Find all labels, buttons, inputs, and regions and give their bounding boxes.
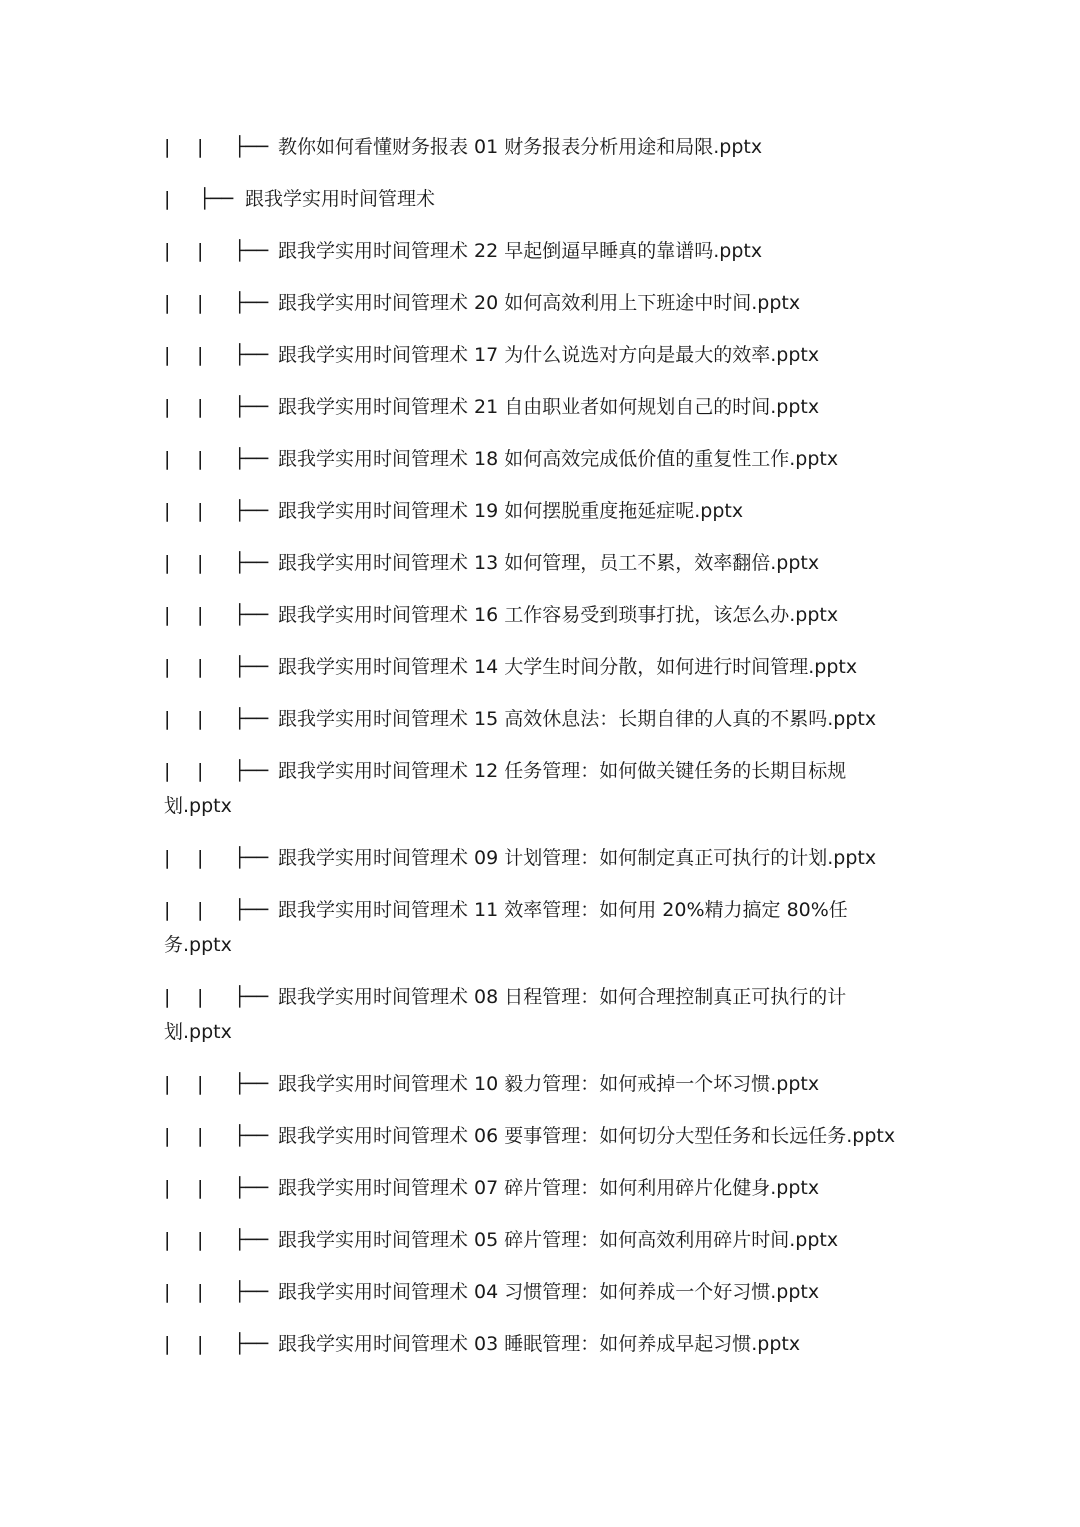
file-name-continuation: 务.pptx	[164, 934, 232, 956]
tree-pipe: |	[197, 847, 204, 869]
file-name: 跟我学实用时间管理术 11 效率管理：如何用 20%精力搞定 80%任	[278, 899, 848, 921]
tree-pipe: |	[197, 1333, 204, 1355]
file-name: 跟我学实用时间管理术 20 如何高效利用上下班途中时间.pptx	[278, 292, 801, 314]
tree-branch: ├──	[234, 760, 269, 782]
tree-branch: ├──	[234, 986, 269, 1008]
tree-entry	[164, 1067, 924, 1119]
file-name-continuation: 划.pptx	[164, 795, 232, 817]
file-name: 跟我学实用时间管理术 12 任务管理：如何做关键任务的长期目标规	[278, 760, 847, 782]
tree-folder-entry	[164, 182, 924, 234]
tree-pipe: |	[164, 188, 171, 210]
tree-pipe: |	[164, 1177, 171, 1199]
file-tree	[164, 130, 924, 1379]
tree-branch: ├──	[234, 656, 269, 678]
tree-pipe: |	[164, 500, 171, 522]
tree-branch: ├──	[234, 847, 269, 869]
tree-entry	[164, 286, 924, 338]
tree-branch: ├──	[234, 292, 269, 314]
tree-branch: ├──	[234, 604, 269, 626]
tree-branch: ├──	[234, 136, 269, 158]
tree-pipe: |	[164, 1073, 171, 1095]
tree-entry	[164, 980, 924, 1067]
tree-entry	[164, 754, 924, 841]
tree-pipe: |	[197, 136, 204, 158]
tree-entry	[164, 702, 924, 754]
tree-entry	[164, 598, 924, 650]
tree-pipe: |	[197, 1281, 204, 1303]
tree-pipe: |	[164, 292, 171, 314]
tree-pipe: |	[164, 899, 171, 921]
tree-pipe: |	[197, 656, 204, 678]
file-name: 教你如何看懂财务报表 01 财务报表分析用途和局限.pptx	[278, 136, 763, 158]
tree-branch: ├──	[234, 448, 269, 470]
tree-entry	[164, 1275, 924, 1327]
tree-entry	[164, 1119, 924, 1171]
tree-pipe: |	[164, 240, 171, 262]
tree-entry	[164, 1223, 924, 1275]
tree-pipe: |	[197, 396, 204, 418]
file-name: 跟我学实用时间管理术 17 为什么说选对方向是最大的效率.pptx	[278, 344, 820, 366]
tree-branch: ├──	[234, 1333, 269, 1355]
tree-pipe: |	[197, 448, 204, 470]
tree-pipe: |	[197, 604, 204, 626]
tree-entry	[164, 1171, 924, 1223]
file-name: 跟我学实用时间管理术 21 自由职业者如何规划自己的时间.pptx	[278, 396, 820, 418]
tree-entry	[164, 390, 924, 442]
file-name: 跟我学实用时间管理术 22 早起倒逼早睡真的靠谱吗.pptx	[278, 240, 763, 262]
tree-branch: ├──	[234, 396, 269, 418]
tree-branch: ├──	[234, 344, 269, 366]
file-name: 跟我学实用时间管理术 04 习惯管理：如何养成一个好习惯.pptx	[278, 1281, 820, 1303]
tree-pipe: |	[164, 1229, 171, 1251]
tree-pipe: |	[164, 448, 171, 470]
tree-entry	[164, 494, 924, 546]
file-name: 跟我学实用时间管理术 05 碎片管理：如何高效利用碎片时间.pptx	[278, 1229, 839, 1251]
tree-pipe: |	[197, 1073, 204, 1095]
file-name: 跟我学实用时间管理术 08 日程管理：如何合理控制真正可执行的计	[278, 986, 847, 1008]
tree-pipe: |	[197, 760, 204, 782]
file-name: 跟我学实用时间管理术 10 毅力管理：如何戒掉一个坏习惯.pptx	[278, 1073, 820, 1095]
file-name: 跟我学实用时间管理术 06 要事管理：如何切分大型任务和长远任务.pptx	[278, 1125, 896, 1147]
tree-entry	[164, 234, 924, 286]
tree-pipe: |	[164, 760, 171, 782]
tree-entry	[164, 841, 924, 893]
tree-pipe: |	[164, 1125, 171, 1147]
tree-pipe: |	[164, 136, 171, 158]
file-name: 跟我学实用时间管理术 13 如何管理，员工不累，效率翻倍.pptx	[278, 552, 820, 574]
tree-pipe: |	[197, 708, 204, 730]
tree-pipe: |	[164, 986, 171, 1008]
file-name: 跟我学实用时间管理术 03 睡眠管理：如何养成早起习惯.pptx	[278, 1333, 801, 1355]
tree-entry	[164, 893, 924, 980]
tree-branch: ├──	[234, 1125, 269, 1147]
tree-pipe: |	[164, 344, 171, 366]
tree-pipe: |	[164, 708, 171, 730]
tree-pipe: |	[197, 552, 204, 574]
tree-pipe: |	[197, 986, 204, 1008]
file-name: 跟我学实用时间管理术 16 工作容易受到琐事打扰，该怎么办.pptx	[278, 604, 839, 626]
file-name: 跟我学实用时间管理术 19 如何摆脱重度拖延症呢.pptx	[278, 500, 744, 522]
tree-pipe: |	[197, 500, 204, 522]
tree-branch: ├──	[234, 1281, 269, 1303]
file-name: 跟我学实用时间管理术 07 碎片管理：如何利用碎片化健身.pptx	[278, 1177, 820, 1199]
tree-pipe: |	[197, 292, 204, 314]
tree-pipe: |	[164, 396, 171, 418]
tree-pipe: |	[197, 1229, 204, 1251]
folder-name: 跟我学实用时间管理术	[245, 188, 436, 210]
tree-branch: ├──	[234, 708, 269, 730]
tree-pipe: |	[197, 899, 204, 921]
tree-branch: ├──	[234, 500, 269, 522]
file-name-continuation: 划.pptx	[164, 1021, 232, 1043]
tree-pipe: |	[197, 240, 204, 262]
tree-branch: ├──	[234, 1177, 269, 1199]
tree-pipe: |	[197, 344, 204, 366]
tree-entry	[164, 1327, 924, 1379]
tree-pipe: |	[197, 1177, 204, 1199]
tree-entry	[164, 546, 924, 598]
tree-branch: ├──	[234, 1229, 269, 1251]
tree-pipe: |	[197, 1125, 204, 1147]
file-name: 跟我学实用时间管理术 14 大学生时间分散，如何进行时间管理.pptx	[278, 656, 858, 678]
tree-branch: ├──	[234, 1073, 269, 1095]
tree-branch: ├──	[199, 188, 234, 210]
tree-entry	[164, 338, 924, 390]
tree-pipe: |	[164, 604, 171, 626]
file-name: 跟我学实用时间管理术 09 计划管理：如何制定真正可执行的计划.pptx	[278, 847, 877, 869]
file-name: 跟我学实用时间管理术 15 高效休息法：长期自律的人真的不累吗.pptx	[278, 708, 877, 730]
tree-entry	[164, 650, 924, 702]
tree-entry	[164, 130, 924, 182]
tree-entry	[164, 442, 924, 494]
tree-branch: ├──	[234, 899, 269, 921]
file-name: 跟我学实用时间管理术 18 如何高效完成低价值的重复性工作.pptx	[278, 448, 839, 470]
tree-pipe: |	[164, 847, 171, 869]
tree-pipe: |	[164, 1281, 171, 1303]
tree-branch: ├──	[234, 240, 269, 262]
tree-pipe: |	[164, 552, 171, 574]
tree-pipe: |	[164, 656, 171, 678]
tree-branch: ├──	[234, 552, 269, 574]
tree-pipe: |	[164, 1333, 171, 1355]
